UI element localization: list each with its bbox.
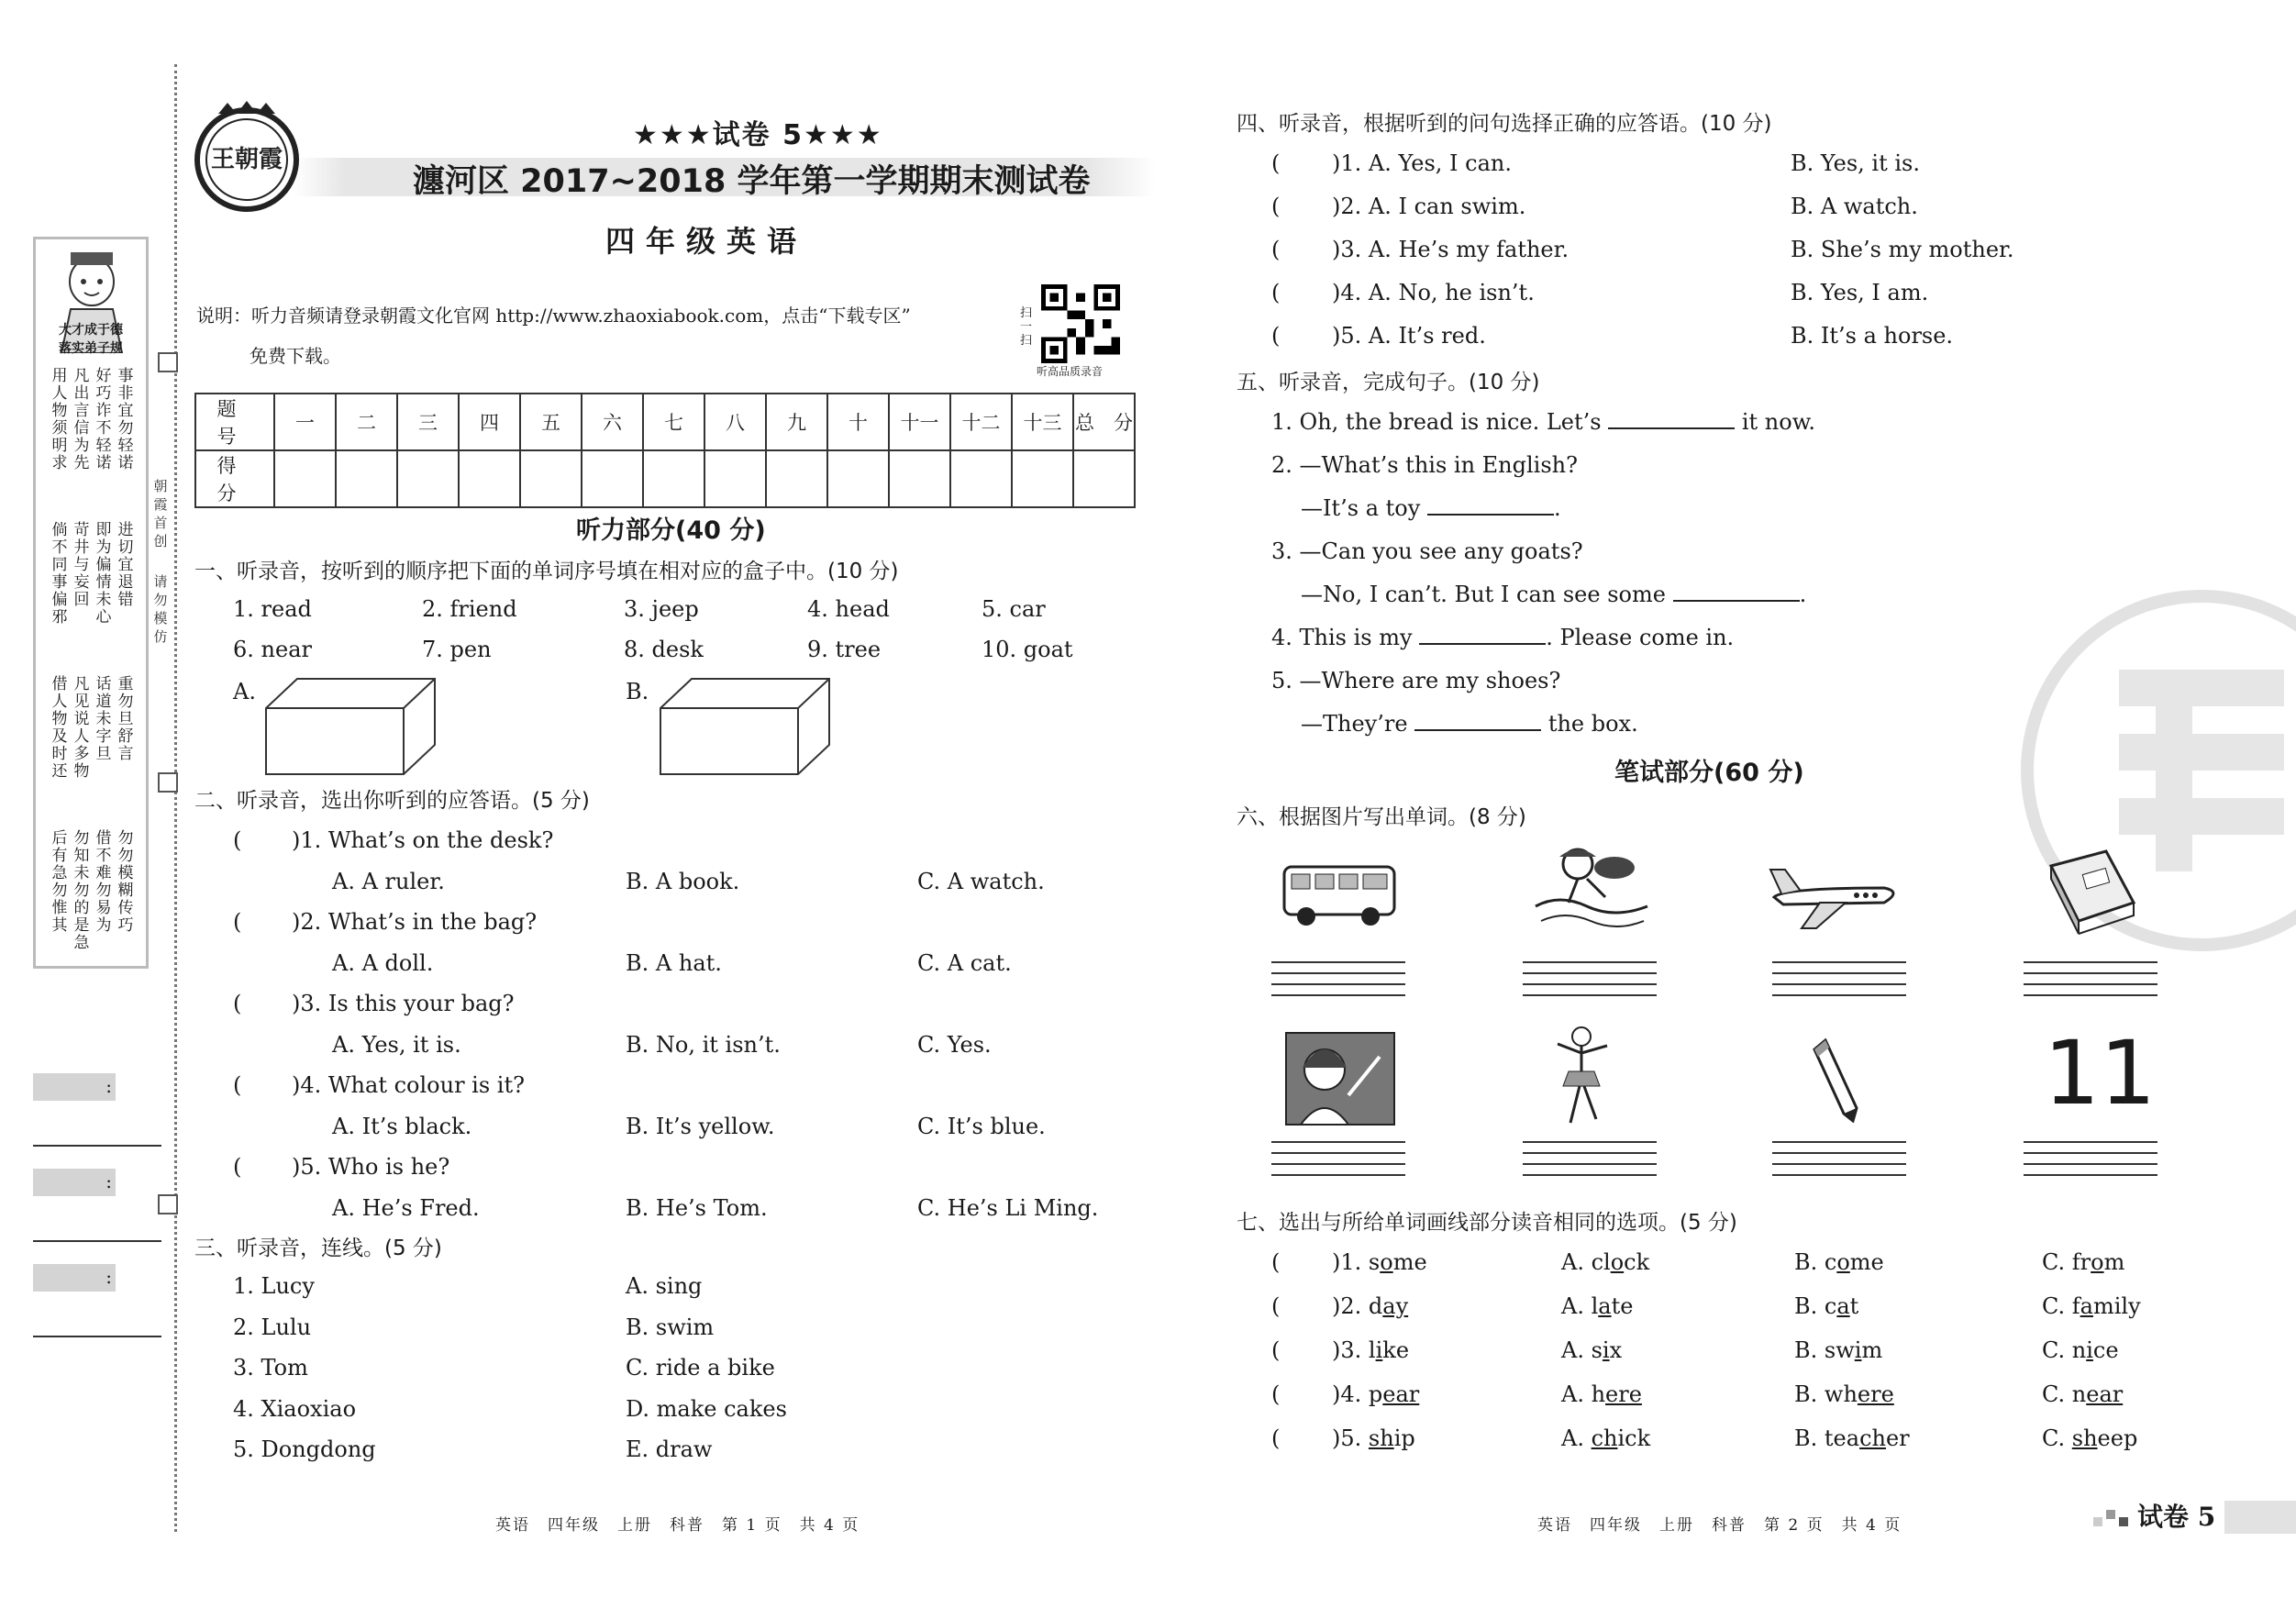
option-part: A. l: [1561, 1293, 1599, 1319]
writing-line[interactable]: [2024, 1174, 2157, 1176]
underlined-part: a: [1598, 1293, 1612, 1319]
question-text: )1. What’s on the desk?: [292, 827, 554, 853]
teacher-picture-icon: [1284, 1031, 1396, 1126]
score-input-cell[interactable]: [1073, 450, 1135, 507]
s5-sentence-5: 5. —Where are my shoes?: [1271, 668, 1561, 693]
score-input-cell[interactable]: [459, 450, 520, 507]
option-b[interactable]: B. Yes, I am.: [1791, 280, 1929, 305]
s5-sentence-3: 3. —Can you see any goats?: [1271, 538, 1583, 564]
gutter-write-line: [33, 1336, 161, 1337]
box-a-label: A.: [233, 679, 256, 704]
gutter-box: [158, 772, 178, 793]
page-footer-left: 英语 四年级 上册 科普 第 1 页 共 4 页: [495, 1516, 860, 1535]
option-a[interactable]: )4. A. No, he isn’t.: [1332, 280, 1535, 305]
writing-line[interactable]: [1523, 994, 1657, 996]
underlined-part: ch: [1859, 1425, 1886, 1451]
poem-column: 后有急勿惟其: [51, 829, 68, 935]
poem-column: 好巧诈不轻诺: [95, 367, 112, 472]
option-b[interactable]: B. It’s yellow.: [626, 1114, 775, 1139]
match-right-item[interactable]: B. swim: [626, 1314, 715, 1340]
score-header-cell: 九: [766, 394, 827, 450]
target-word: [1332, 1293, 1408, 1319]
writing-line[interactable]: [1523, 1152, 1657, 1154]
item-number: )2.: [1332, 1293, 1362, 1319]
poem-column: 苛井与妄回: [73, 521, 90, 609]
option-a[interactable]: )2. A. I can swim.: [1332, 194, 1526, 219]
underlined-part: ere: [1857, 1381, 1894, 1407]
writing-line[interactable]: [1772, 1163, 1906, 1165]
score-input-cell[interactable]: [704, 450, 766, 507]
gutter-label-box: :: [33, 1073, 116, 1101]
question-text: )4. What colour is it?: [292, 1072, 525, 1098]
word-part: d: [1368, 1293, 1383, 1319]
s5-sentence-2: 2. —What’s this in English?: [1271, 452, 1578, 478]
underlined-part: o: [2091, 1249, 2104, 1275]
match-right-item[interactable]: D. make cakes: [626, 1395, 787, 1422]
main-title: 瀍河区 2017~2018 学年第一学期期末测试卷: [413, 163, 1091, 200]
writing-line[interactable]: [2024, 1163, 2157, 1165]
writing-line[interactable]: [2024, 994, 2157, 996]
option-a[interactable]: A. Yes, it is.: [332, 1032, 461, 1058]
answer-blank[interactable]: [1427, 495, 1554, 516]
corner-paper-number: 试卷 5: [2137, 1502, 2216, 1532]
written-title: 笔试部分(60 分): [1614, 759, 1804, 787]
score-header-cell: 六: [582, 394, 643, 450]
writing-line[interactable]: [2024, 1152, 2157, 1154]
binding-dotted-line: [174, 64, 177, 1532]
option-part: C.: [2042, 1425, 2072, 1451]
word-part: l: [1368, 1337, 1376, 1363]
word-item: 9. tree: [807, 637, 882, 662]
option-part: t: [1849, 1293, 1859, 1319]
match-left-item[interactable]: 3. Tom: [233, 1355, 308, 1381]
match-right-item[interactable]: C. ride a bike: [626, 1355, 775, 1381]
option-part: A. s: [1561, 1337, 1603, 1363]
section-1-heading: 一、听录音，按听到的顺序把下面的单词序号填在相对应的盒子中。(10 分): [194, 560, 899, 583]
option-c[interactable]: [2042, 1293, 2141, 1319]
option-c[interactable]: C. He’s Li Ming.: [917, 1195, 1099, 1221]
poem-column: 重勿旦舒言: [117, 675, 134, 763]
option-a[interactable]: A. A ruler.: [332, 869, 445, 894]
item-number: )1.: [1332, 1249, 1362, 1275]
answer-paren[interactable]: (: [1271, 280, 1281, 305]
match-left-item[interactable]: 5. Dongdong: [233, 1436, 376, 1462]
writing-line[interactable]: [1772, 1141, 1906, 1143]
underlined-part: ere: [1605, 1381, 1642, 1407]
option-part: mily: [2092, 1293, 2141, 1319]
s5-sentence-4: 4. This is my . Please come in.: [1271, 625, 1735, 650]
word-part: s: [1368, 1249, 1381, 1275]
option-part: B. tea: [1794, 1425, 1860, 1451]
question-text: )3. Is this your bag?: [292, 991, 515, 1016]
zhaoxia-logo-icon: [191, 101, 303, 213]
poem-column: 勿知未勿的是急: [73, 829, 90, 952]
poem-column: 倘不同事偏邪: [51, 521, 68, 627]
option-c[interactable]: C. It’s blue.: [917, 1114, 1046, 1139]
instruction-note: 说明：听力音频请登录朝霞文化官网 http://www.zhaoxiabook.com，点击“下载专区”: [196, 305, 911, 327]
poem-column: 凡见说人多物: [73, 675, 90, 781]
word-item: 8. desk: [624, 637, 704, 662]
question-text: )5. Who is he?: [292, 1154, 450, 1180]
option-a[interactable]: A. He’s Fred.: [332, 1195, 480, 1221]
option-part: x: [1609, 1337, 1623, 1363]
option-part: ick: [1617, 1425, 1651, 1451]
gutter-vertical-text-2: 请勿模仿: [153, 573, 168, 645]
underlined-part: o: [1836, 1249, 1850, 1275]
score-header-row: [195, 394, 1135, 450]
score-header-cell: 十三: [1012, 394, 1073, 450]
writing-line[interactable]: [1772, 1174, 1906, 1176]
option-a[interactable]: )5. A. It’s red.: [1332, 323, 1486, 349]
match-left-item[interactable]: 2. Lulu: [233, 1314, 312, 1340]
answer-paren[interactable]: (: [1271, 1293, 1281, 1319]
bus-picture-icon: [1279, 858, 1402, 931]
option-b[interactable]: [1794, 1249, 1884, 1275]
option-c[interactable]: [2042, 1337, 2119, 1363]
option-part: B. sw: [1794, 1337, 1855, 1363]
writing-line[interactable]: [1271, 972, 1405, 974]
option-b[interactable]: [1794, 1425, 1910, 1451]
score-header-cell: 十: [827, 394, 889, 450]
gutter-box: [158, 352, 178, 372]
score-input-cell[interactable]: [950, 450, 1012, 507]
writing-line[interactable]: [1772, 994, 1906, 996]
writing-line[interactable]: [1523, 1163, 1657, 1165]
score-value-row: [195, 450, 1135, 507]
option-c[interactable]: [2042, 1425, 2137, 1451]
option-b[interactable]: B. He’s Tom.: [626, 1195, 768, 1221]
poem-column: 话道未字旦: [95, 675, 112, 763]
s5-sentence-2-answer: —It’s a toy .: [1301, 495, 1561, 521]
score-row-label: 得 分: [195, 450, 274, 507]
score-input-cell[interactable]: [889, 450, 950, 507]
option-b[interactable]: [1794, 1381, 1894, 1407]
option-part: me: [1849, 1249, 1884, 1275]
option-b[interactable]: B. A hat.: [626, 950, 722, 976]
option-a[interactable]: )3. A. He’s my father.: [1332, 237, 1569, 262]
word-item: 2. friend: [422, 596, 517, 622]
word-item: 1. read: [233, 596, 312, 622]
gutter-write-line: [33, 1240, 161, 1242]
poem-column: 进切宜退错: [117, 521, 134, 609]
option-part: m: [2103, 1249, 2125, 1275]
word-item: 7. pen: [422, 637, 492, 662]
qr-code-icon[interactable]: [1039, 284, 1122, 363]
option-part: C. fr: [2042, 1249, 2091, 1275]
match-right-item[interactable]: E. draw: [626, 1436, 713, 1462]
answer-paren[interactable]: (: [233, 991, 242, 1016]
answer-paren[interactable]: (: [233, 909, 242, 935]
underlined-part: i: [1602, 1337, 1610, 1363]
option-b[interactable]: B. She’s my mother.: [1791, 237, 2014, 262]
score-header-cell: 总 分: [1073, 394, 1135, 450]
score-input-cell[interactable]: [336, 450, 397, 507]
option-c[interactable]: C. A cat.: [917, 950, 1012, 976]
gutter-label-box: :: [33, 1264, 116, 1292]
writing-line[interactable]: [1271, 1174, 1405, 1176]
item-number: )5.: [1332, 1425, 1362, 1451]
target-word: [1332, 1249, 1427, 1275]
answer-paren[interactable]: (: [1271, 1425, 1281, 1451]
underlined-part: ear: [2086, 1381, 2124, 1407]
option-part: A. cl: [1561, 1249, 1611, 1275]
poem-title-1: 大才成于德: [59, 323, 123, 338]
item-number: )3.: [1332, 1337, 1362, 1363]
writing-line[interactable]: [1523, 1141, 1657, 1143]
writing-line[interactable]: [1523, 972, 1657, 974]
writing-line[interactable]: [1772, 961, 1906, 963]
answer-paren[interactable]: (: [233, 1072, 242, 1098]
target-word: [1332, 1425, 1415, 1451]
option-part: ck: [1624, 1249, 1650, 1275]
score-header-cell: 四: [459, 394, 520, 450]
option-b[interactable]: B. No, it isn’t.: [626, 1032, 781, 1058]
score-header-cell: 二: [336, 394, 397, 450]
item-number: )4.: [1332, 1381, 1362, 1407]
target-word: [1332, 1381, 1419, 1407]
option-part: B. c: [1794, 1293, 1837, 1319]
answer-paren[interactable]: (: [233, 1154, 242, 1180]
box-b-label: B.: [626, 679, 649, 704]
word-item: 5. car: [982, 596, 1046, 622]
option-a[interactable]: [1561, 1249, 1649, 1275]
poem-column: 借人物及时还: [51, 675, 68, 781]
corner-bar: [2224, 1501, 2296, 1534]
score-header-cell: 十二: [950, 394, 1012, 450]
answer-blank[interactable]: [1414, 711, 1541, 731]
score-table: [194, 393, 1136, 508]
score-input-cell[interactable]: [582, 450, 643, 507]
answer-paren[interactable]: (: [1271, 237, 1281, 262]
underlined-part: ch: [1591, 1425, 1618, 1451]
answer-paren[interactable]: (: [1271, 1249, 1281, 1275]
option-part: A. h: [1561, 1381, 1606, 1407]
word-item: 4. head: [807, 596, 890, 622]
question-text: )2. What’s in the bag?: [292, 909, 538, 935]
word-part: p: [1368, 1381, 1383, 1407]
match-right-item[interactable]: A. sing: [626, 1273, 703, 1299]
section-7-heading: 七、选出与所给单词画线部分读音相同的选项。(5 分): [1237, 1211, 1737, 1235]
poem-column: 借不难勿易为: [95, 829, 112, 935]
answer-blank[interactable]: [1419, 625, 1546, 645]
underlined-part: i: [2086, 1337, 2093, 1363]
dizigui-poem-panel: [33, 237, 149, 969]
qr-caption: 听高品质录音: [1037, 365, 1104, 378]
option-part: B. c: [1794, 1249, 1837, 1275]
option-a[interactable]: A. It’s black.: [332, 1114, 472, 1139]
subject-title: 四年级英语: [605, 224, 808, 259]
match-left-item[interactable]: 1. Lucy: [233, 1273, 315, 1299]
swimming-child-picture-icon: [1532, 842, 1651, 937]
poem-column: 勿勿模糊传巧: [117, 829, 134, 935]
writing-line[interactable]: [1271, 983, 1405, 985]
score-header-cell: 八: [704, 394, 766, 450]
underlined-part: o: [1380, 1249, 1393, 1275]
answer-box-b[interactable]: [659, 677, 833, 778]
score-header-cell: 一: [274, 394, 336, 450]
number-eleven-picture: 11: [2044, 1022, 2157, 1125]
option-b[interactable]: B. A book.: [626, 869, 740, 894]
score-header-cell: 七: [643, 394, 704, 450]
underlined-part: sh: [2071, 1425, 2098, 1451]
writing-line[interactable]: [1271, 961, 1405, 963]
score-input-cell[interactable]: [827, 450, 889, 507]
score-input-cell[interactable]: [643, 450, 704, 507]
writing-line[interactable]: [1271, 994, 1405, 996]
option-a[interactable]: A. A doll.: [332, 950, 434, 976]
writing-line[interactable]: [2024, 961, 2157, 963]
section-6-heading: 六、根据图片写出单词。(8 分): [1237, 805, 1526, 829]
underlined-part: a: [2080, 1293, 2093, 1319]
pencil-picture-icon: [1807, 1038, 1862, 1123]
writing-line[interactable]: [1271, 1141, 1405, 1143]
poem-column: 事非宜勿轻诺: [117, 367, 134, 472]
match-left-item[interactable]: 4. Xiaoxiao: [233, 1395, 357, 1422]
score-header-cell: 十一: [889, 394, 950, 450]
poem-column: 用人物须明求: [51, 367, 68, 472]
underlined-part: o: [1610, 1249, 1625, 1275]
underlined-part: ear: [1382, 1381, 1420, 1407]
corner-dots-icon: [2093, 1504, 2134, 1528]
answer-box-a[interactable]: [264, 677, 438, 778]
gutter-vertical-text-1: 朝霞首创: [153, 478, 168, 549]
book-picture-icon: [2042, 848, 2143, 936]
poem-title-2: 落实弟子规: [59, 341, 123, 356]
score-input-cell[interactable]: [1012, 450, 1073, 507]
logo-text: 王朝霞: [210, 146, 283, 173]
listening-title: 听力部分(40 分): [576, 516, 766, 545]
poem-column: 凡出言信为先: [73, 367, 90, 472]
gutter-write-line: [33, 1145, 161, 1147]
option-a[interactable]: [1561, 1337, 1622, 1363]
gutter-box: [158, 1194, 178, 1214]
option-c[interactable]: C. Yes.: [917, 1032, 992, 1058]
option-a[interactable]: [1561, 1425, 1650, 1451]
option-part: m: [1861, 1337, 1883, 1363]
poem-column: 即为偏情未心: [95, 521, 112, 627]
s5-sentence-5-answer: —They’re the box.: [1301, 711, 1638, 737]
paper-number: ★★★试卷 5★★★: [633, 119, 883, 151]
writing-line[interactable]: [1523, 1174, 1657, 1176]
option-part: er: [1885, 1425, 1910, 1451]
option-b[interactable]: [1794, 1293, 1858, 1319]
score-input-cell[interactable]: [520, 450, 582, 507]
qr-side-text: 扫一扫: [1020, 306, 1033, 348]
word-part: ip: [1393, 1425, 1415, 1451]
answer-paren[interactable]: (: [1271, 1381, 1281, 1407]
option-part: C. n: [2042, 1337, 2087, 1363]
option-part: C. f: [2042, 1293, 2080, 1319]
section-5-heading: 五、听录音，完成句子。(10 分): [1237, 371, 1540, 394]
writing-line[interactable]: [1271, 1163, 1405, 1165]
option-part: A.: [1561, 1425, 1592, 1451]
option-b[interactable]: B. Yes, it is.: [1791, 150, 1920, 176]
word-item: 3. jeep: [624, 596, 699, 622]
answer-paren[interactable]: (: [1271, 1337, 1281, 1363]
option-part: ce: [2092, 1337, 2119, 1363]
score-input-cell[interactable]: [766, 450, 827, 507]
word-part: me: [1392, 1249, 1427, 1275]
section-4-heading: 四、听录音，根据听到的问句选择正确的应答语。(10 分): [1237, 112, 1772, 136]
s5-sentence-1: 1. Oh, the bread is nice. Let’s it now.: [1271, 409, 1816, 435]
instruction-note-cont: 免费下载。: [250, 345, 341, 367]
underlined-part: i: [1375, 1337, 1383, 1363]
answer-paren[interactable]: (: [1271, 323, 1281, 349]
option-part: B. wh: [1794, 1381, 1858, 1407]
score-header-cell: 三: [397, 394, 459, 450]
score-header-cell: 五: [520, 394, 582, 450]
s5-sentence-3-answer: —No, I can’t. But I can see some .: [1301, 582, 1807, 607]
writing-line[interactable]: [1772, 972, 1906, 974]
underlined-part: i: [1854, 1337, 1862, 1363]
answer-blank[interactable]: [1608, 409, 1735, 429]
answer-paren[interactable]: (: [1271, 194, 1281, 219]
option-part: C. n: [2042, 1381, 2087, 1407]
writing-line[interactable]: [1523, 961, 1657, 963]
option-part: eep: [2097, 1425, 2138, 1451]
underlined-part: a: [1836, 1293, 1850, 1319]
gutter-label-box: :: [33, 1169, 116, 1196]
option-a[interactable]: [1561, 1293, 1633, 1319]
answer-paren[interactable]: (: [233, 827, 242, 853]
target-word: [1332, 1337, 1409, 1363]
writing-line[interactable]: [2024, 972, 2157, 974]
option-b[interactable]: [1794, 1337, 1882, 1363]
word-part: ke: [1382, 1337, 1410, 1363]
score-input-cell[interactable]: [397, 450, 459, 507]
section-2-heading: 二、听录音，选出你听到的应答语。(5 分): [194, 789, 590, 813]
underlined-part: ay: [1382, 1293, 1409, 1319]
option-b[interactable]: B. A watch.: [1791, 194, 1918, 219]
section-3-heading: 三、听录音，连线。(5 分): [194, 1237, 442, 1260]
option-b[interactable]: B. It’s a horse.: [1791, 323, 1954, 349]
option-a[interactable]: [1561, 1381, 1642, 1407]
option-c[interactable]: [2042, 1381, 2123, 1407]
writing-line[interactable]: [1271, 1152, 1405, 1154]
writing-line[interactable]: [1523, 983, 1657, 985]
writing-line[interactable]: [2024, 983, 2157, 985]
underlined-part: sh: [1368, 1425, 1394, 1451]
dancer-picture-icon: [1550, 1024, 1614, 1126]
option-part: te: [1611, 1293, 1634, 1319]
option-c[interactable]: [2042, 1249, 2124, 1275]
word-item: 10. goat: [982, 637, 1073, 662]
option-a[interactable]: )1. A. Yes, I can.: [1332, 150, 1512, 176]
option-c[interactable]: C. A watch.: [917, 869, 1045, 894]
page-footer-right: 英语 四年级 上册 科普 第 2 页 共 4 页: [1537, 1516, 1902, 1535]
word-item: 6. near: [233, 637, 312, 662]
airplane-picture-icon: [1765, 860, 1906, 930]
score-header-cell: 题 号: [195, 394, 274, 450]
answer-paren[interactable]: (: [1271, 150, 1281, 176]
writing-line[interactable]: [1772, 1152, 1906, 1154]
writing-line[interactable]: [1772, 983, 1906, 985]
answer-blank[interactable]: [1673, 582, 1800, 602]
writing-line[interactable]: [2024, 1141, 2157, 1143]
